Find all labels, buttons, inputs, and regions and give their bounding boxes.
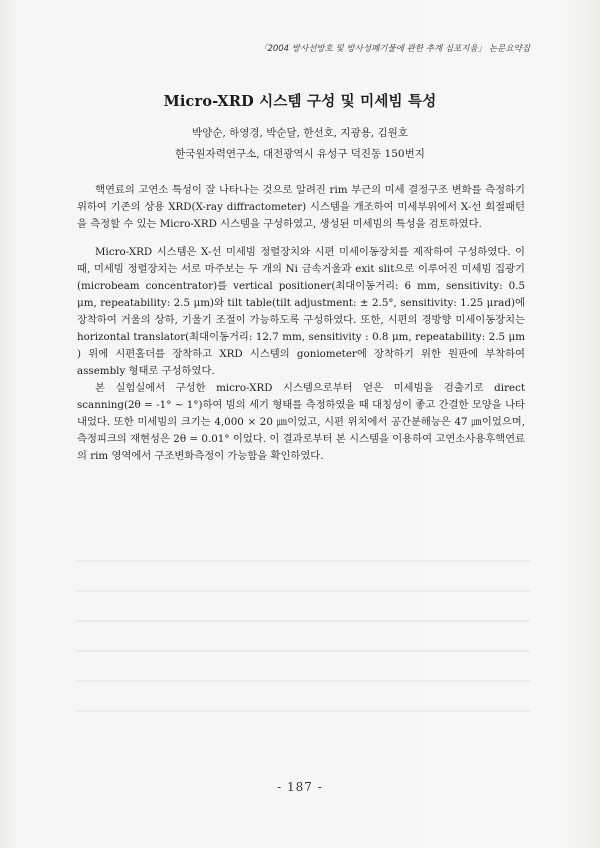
show-through-line [75,710,530,712]
affiliation: 한국원자력연구소, 대전광역시 유성구 덕진동 150번지 [175,148,425,160]
show-through-line [75,680,530,682]
author-list: 박양순, 하영경, 박순달, 한선호, 지광용, 김원호 [192,127,408,139]
paragraph-intro: 핵연료의 고연소 특성이 잘 나타나는 것으로 알려진 rim 부근의 미세 결정구조 변화를 측정하기 위하여 기존의 상용 XRD(X-ray diffractometer) 시스템을 개조하여 미세부위에서 X-선 회절패턴을 측정할 수 있는 Micro-XRD 시스템을 구성하였고, 생성된 미세빔의 특성을 검토하였다. [77,184,525,230]
paragraph-results: 본 실험실에서 구성한 micro-XRD 시스템으로부터 얻은 미세빔을 검출기로 direct scanning(2θ = -1° ~ 1°)하여 빔의 세기 형태를 측정하였을 때 대칭성이 좋고 간결한 모양을 나타내었다. 또한 미세빔의 크기는 4,000 × 20 ㎛이었고, 시편 위치에서 공간분해능은 47 ㎛이었으며, 측정피크의 재현성은 2θ = 0.01° 이었다. 이 결과로부터 본 시스템을 이용하여 고연소사용후핵연료의 rim 영역에서 구조변화측정이 가능함을 확인하였다. [77,382,526,462]
paragraph-system: Micro-XRD 시스템은 X-선 미세빔 정렬장치와 시편 미세이동장치를 제작하여 구성하였다. 이때, 미세빔 정렬장치는 서로 마주보는 두 개의 Ni 금속거울과 exit slit으로 이루어진 미세빔 집광기(microbeam concentrator)를 vertical positioner(최대이동거리: 6 mm, sensitivity: 0.5 μm, repeatability: 2.5 μm)와 tilt table(tilt adjustment: ± 2.5°, sensitivity: 1.25 μrad)에 장착하여 거울의 상하, 기울기 조절이 가능하도록 구성하였다. 또한, 시편의 경방향 미세이동장치는 horizontal translator(최대이동거리: 12.7 mm, sensitivity : 0.8 μm, repeatability: 2.5 μm ) 위에 시편홀더를 장착하고 XRD 시스템의 goniometer에 장착하기 위한 원판에 부착하여 assembly 형태로 구성하였다. [77,246,525,377]
show-through-line [75,650,530,652]
abstract-body [77,182,525,465]
show-through-line [75,620,530,622]
running-header: 「2004 방사선방호 및 방사성폐기물에 관한 추계 심포지움」 논문요약집 [258,44,530,54]
show-through-line [75,590,530,592]
show-through-line [75,560,530,562]
paper-title: Micro-XRD 시스템 구성 및 미세빔 특성 [163,93,437,110]
page-number: - 187 - [277,780,323,794]
